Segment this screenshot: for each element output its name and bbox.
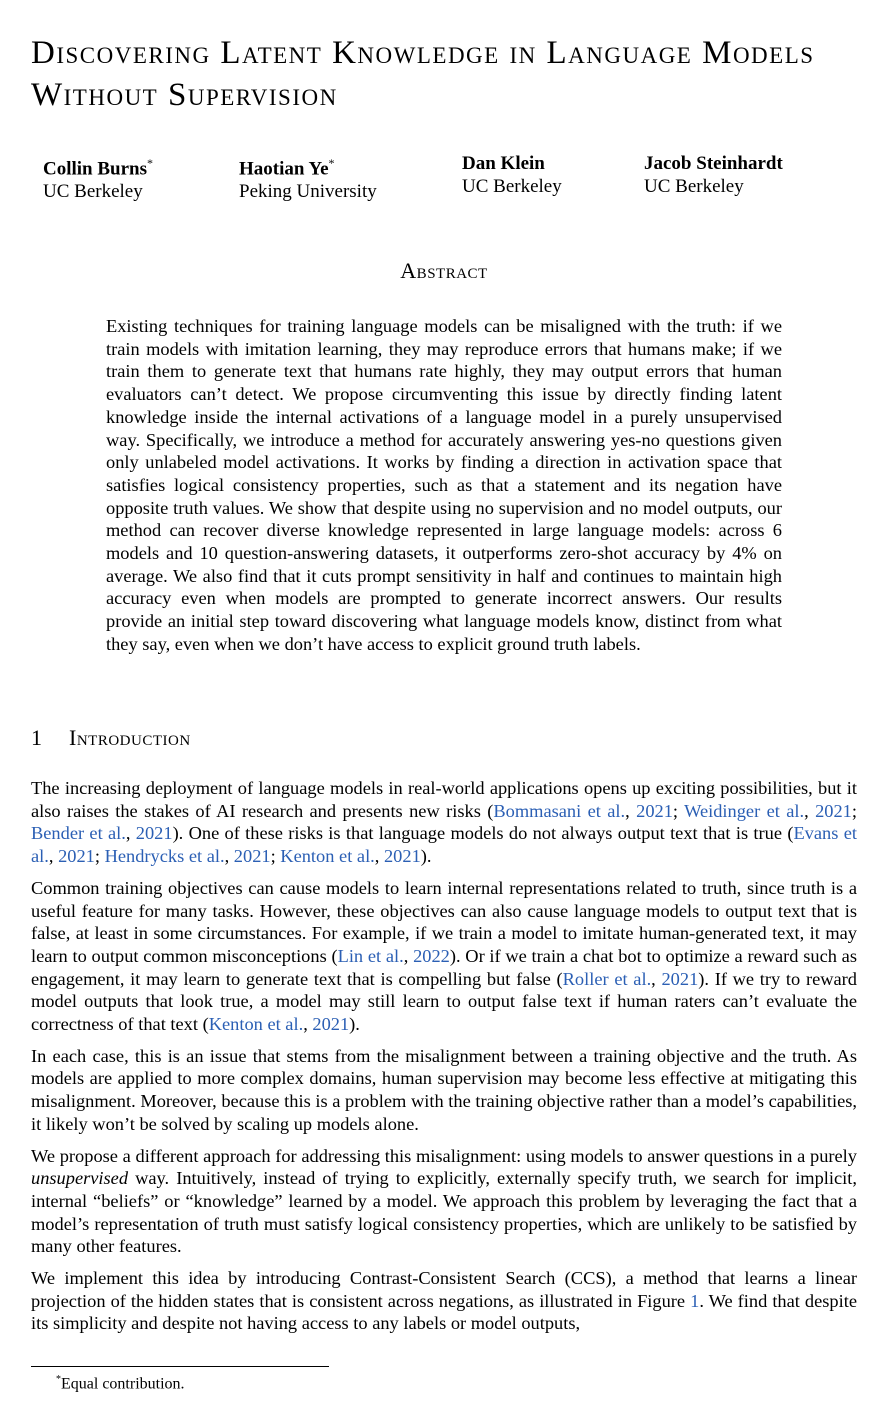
- author-block: [43, 152, 853, 202]
- section-body: [31, 777, 857, 1344]
- author-affiliation: Peking University: [239, 181, 377, 203]
- paragraph: [31, 877, 857, 1036]
- paragraph-text: ,: [374, 846, 384, 867]
- section-title: Introduction: [69, 725, 191, 750]
- paragraph-text: The increasing deployment of language models in real-world applications opens up exciting possibilities, but it also raises the stakes of AI research and presents new risks (: [31, 778, 857, 821]
- paragraph-text: ,: [651, 968, 662, 989]
- citation-link[interactable]: 2021: [661, 968, 699, 989]
- paragraph-text: ). One of these risks is that language models do not always output text that is true (: [172, 823, 794, 844]
- equal-contribution-mark: *: [147, 156, 154, 170]
- paragraph: [31, 777, 857, 868]
- author-affiliation: UC Berkeley: [43, 181, 143, 203]
- paragraph: [31, 1267, 857, 1335]
- footnote-rule: [31, 1366, 329, 1367]
- paper-title: Discovering Latent Knowledge in Language Models Without Supervision: [31, 35, 815, 113]
- section-heading: [31, 725, 191, 751]
- citation-link[interactable]: Bommasani et al.: [493, 800, 626, 821]
- equal-contribution-mark: *: [328, 156, 335, 170]
- paragraph: [31, 1145, 857, 1259]
- paragraph-text: ,: [125, 823, 136, 844]
- paragraph: [31, 1045, 857, 1136]
- paragraph-text: ). If we try to reward model outputs that look true, a model may still learn to output false text if human raters can’t evaluate the correctness of that text (: [31, 968, 857, 1035]
- citation-link[interactable]: Lin et al.: [337, 945, 404, 966]
- abstract-heading: Abstract: [400, 258, 488, 283]
- citation-link[interactable]: 2021: [815, 800, 852, 821]
- citation-link[interactable]: 2021: [233, 846, 271, 867]
- author-affiliation: UC Berkeley: [462, 176, 562, 197]
- author-name: Haotian Ye: [239, 158, 329, 180]
- citation-link[interactable]: Hendrycks et al.: [104, 846, 225, 867]
- paragraph-text: way. Intuitively, instead of trying to explicitly, externally specify truth, we search for implicit, internal “beliefs” or “knowledge” learned by a model. We approach this problem by leveraging the fact that a model’s representation of truth must satisfy logical consistency properties, which are unlikely to be satisfied by many other features.: [31, 1168, 857, 1257]
- citation-link[interactable]: 1: [690, 1290, 700, 1311]
- paragraph-text: ).: [349, 1014, 360, 1035]
- citation-link[interactable]: Bender et al.: [31, 823, 126, 844]
- citation-link[interactable]: Evans et al.: [31, 823, 857, 867]
- paragraph-text: ;: [851, 800, 857, 821]
- author-3: [462, 152, 562, 198]
- paragraph-text: ;: [672, 800, 685, 821]
- citation-link[interactable]: Weidinger et al.: [684, 800, 805, 821]
- footnote-text: Equal contribution.: [61, 1375, 185, 1393]
- paragraph-text: ). Or if we train a chat bot to optimize a reward such as engagement, it may learn to generate text that is compelling but false (: [31, 945, 857, 989]
- author-2: [239, 152, 377, 203]
- citation-link[interactable]: 2022: [413, 945, 450, 966]
- paragraph-text: ,: [224, 846, 234, 867]
- paragraph-text: We implement this idea by introducing Contrast-Consistent Search (CCS), a method that learns a linear projection of the hidden states that is consistent across negations, as illustrated in Figure: [31, 1268, 857, 1311]
- citation-link[interactable]: 2021: [312, 1014, 350, 1035]
- section-number: 1: [31, 725, 43, 750]
- paragraph-text: In each case, this is an issue that stems from the misalignment between a training objective and the truth. As models are applied to more complex domains, human supervision may become less effective at mitigating this misalignment. Moreover, because this is a problem with the training objective rather than a model’s capabilities, it likely won’t be solved by scaling up models alone.: [31, 1045, 857, 1134]
- abstract-text: Existing techniques for training language models can be misaligned with the truth: if we train models with imitation learning, they may reproduce errors that humans make; if we train them to generate text that humans rate highly, they may output errors that human evaluators can’t detect. We propose circumventing this issue by directly finding latent knowledge inside the internal activations of a language model in a purely unsupervised way. Specifically, we introduce a method for accurately answering yes-no questions given only unlabeled model activations. It works by finding a direction in activation space that satisfies logical consistency properties, such as that a statement and its negation have opposite truth values. We show that despite using no supervision and no model outputs, our method can recover diverse knowledge represented in large language models: across 6 models and 10 question-answering datasets, it outperforms zero-shot accuracy by 4% on average. We also find that it cuts prompt sensitivity in half and continues to maintain high accuracy even when models are prompted to generate incorrect answers. Our results provide an initial step toward discovering what language models know, distinct from what they say, even when we don’t have access to explicit ground truth labels.: [106, 316, 782, 654]
- paragraph-text: ,: [804, 800, 816, 821]
- emphasis-text: unsupervised: [31, 1168, 129, 1189]
- citation-link[interactable]: 2021: [135, 823, 173, 844]
- author-name: Collin Burns: [43, 158, 148, 180]
- author-affiliation: UC Berkeley: [644, 176, 744, 197]
- footnote: [56, 1374, 185, 1393]
- paragraph-text: ,: [403, 945, 414, 966]
- paragraph-text: ,: [625, 800, 637, 821]
- citation-link[interactable]: 2021: [636, 800, 673, 821]
- author-name: Dan Klein: [462, 153, 545, 174]
- citation-link[interactable]: Kenton et al.: [280, 846, 375, 867]
- paragraph-text: ;: [94, 846, 105, 867]
- footnote-mark: *: [56, 1374, 61, 1385]
- paragraph-text: ,: [48, 846, 59, 867]
- citation-link[interactable]: 2021: [58, 846, 95, 867]
- paragraph-text: ).: [420, 846, 432, 867]
- citation-link[interactable]: Roller et al.: [562, 968, 652, 989]
- paragraph-text: . We find that despite its simplicity and despite not having access to any labels or model outputs,: [31, 1290, 858, 1334]
- paragraph-text: We propose a different approach for addressing this misalignment: using models to answer questions in a purely: [31, 1145, 857, 1166]
- author-4: [644, 152, 783, 198]
- author-name: Jacob Steinhardt: [644, 153, 783, 174]
- paragraph-text: ;: [270, 846, 281, 867]
- paragraph-text: Common training objectives can cause models to learn internal representations related to truth, since truth is a useful feature for many tasks. However, these objectives can also cause language models to output text that is false, at least in some circumstances. For example, if we train a model to imitate human-generated text, it may learn to output common misconceptions (: [31, 877, 857, 966]
- paragraph-text: ,: [303, 1014, 313, 1035]
- citation-link[interactable]: 2021: [383, 846, 421, 867]
- citation-link[interactable]: Kenton et al.: [208, 1014, 304, 1035]
- author-1: [43, 152, 153, 203]
